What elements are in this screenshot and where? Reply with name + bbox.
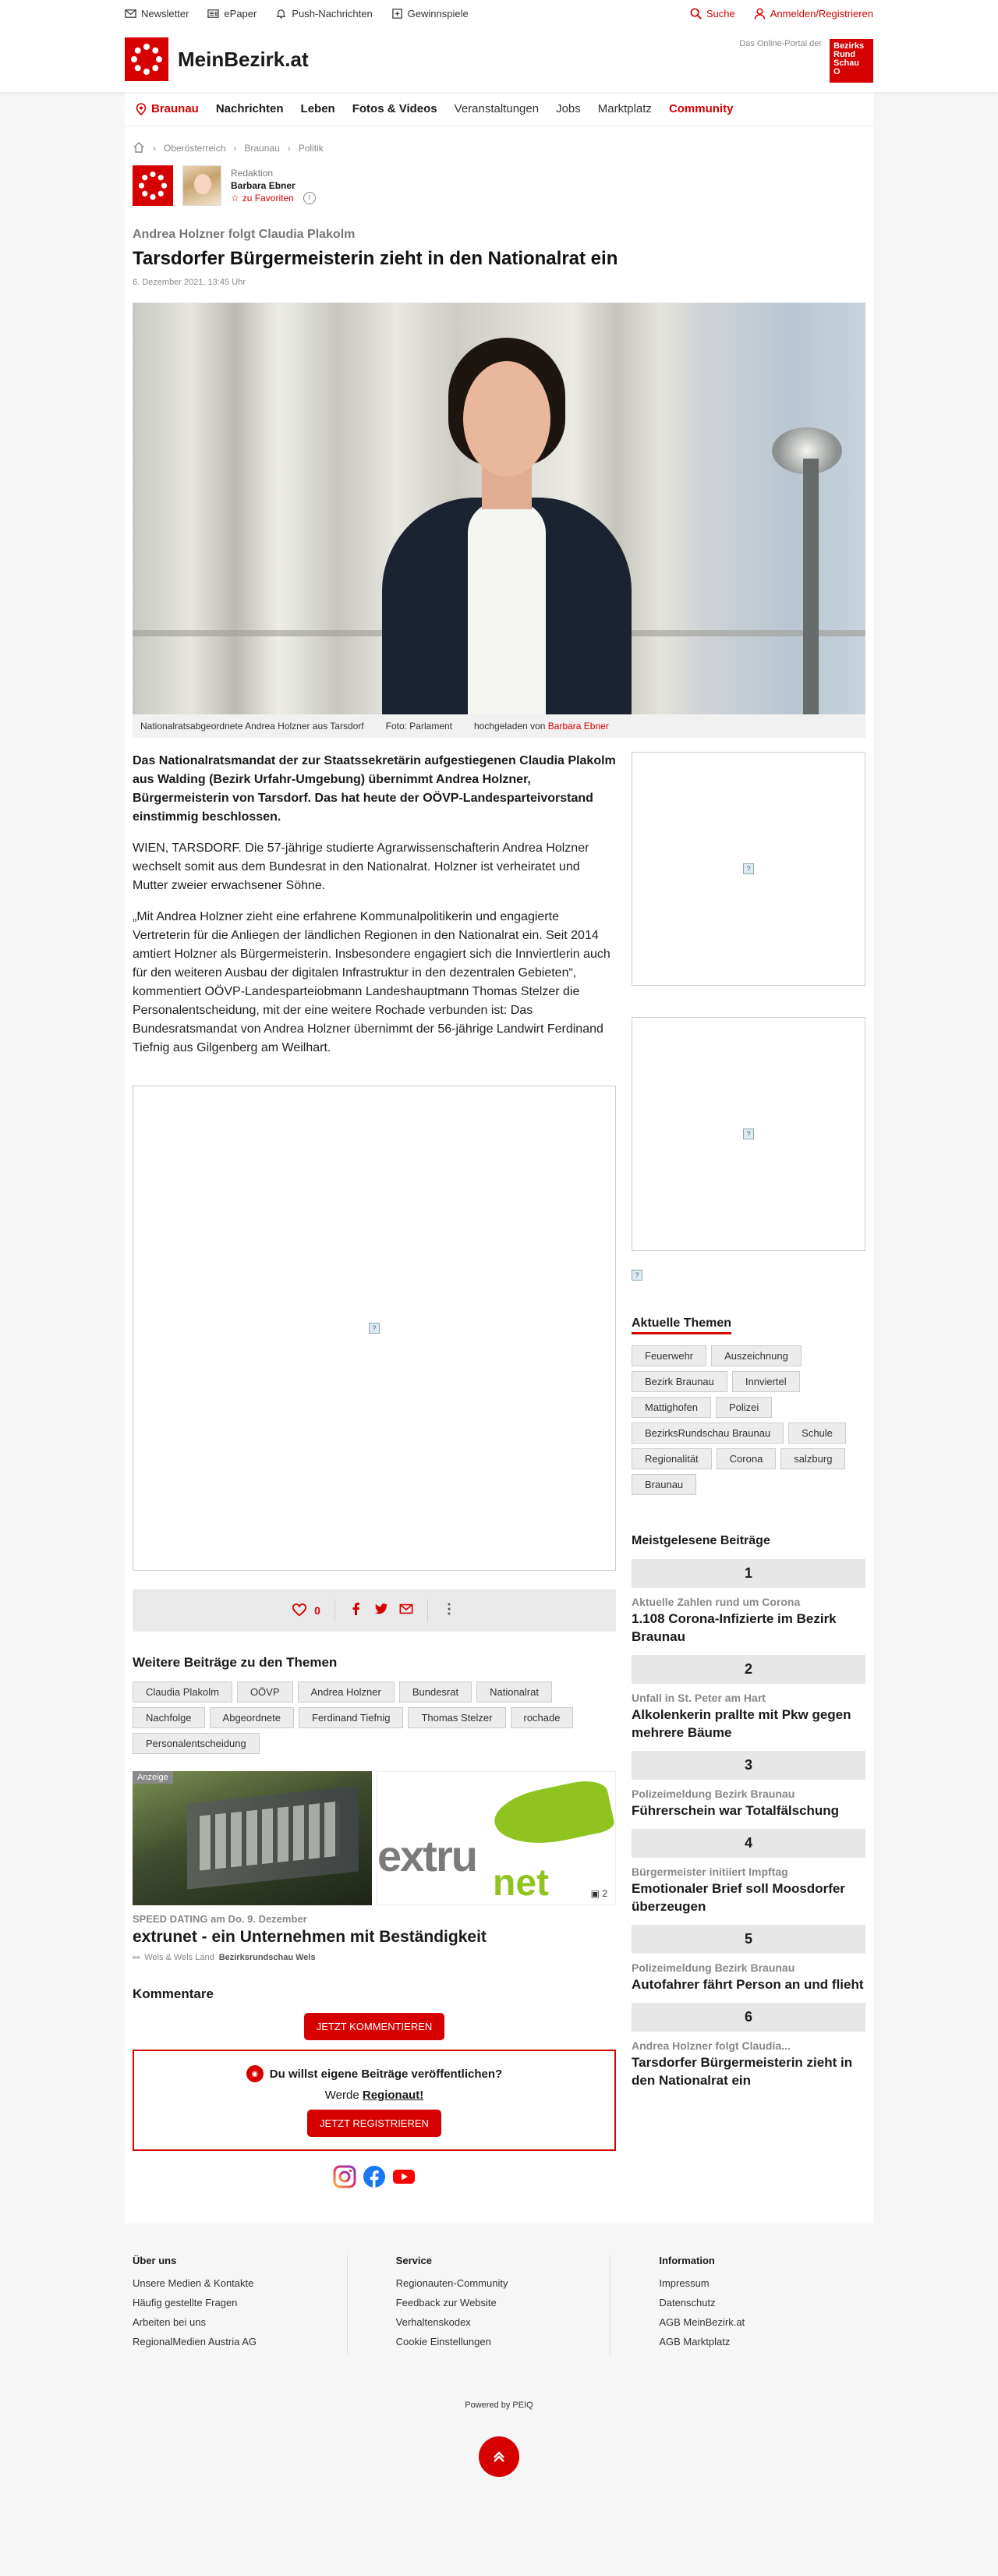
topic-tag[interactable]: Thomas Stelzer [408,1707,505,1728]
logo-text: MeinBezirk.at [178,47,309,71]
list-item-kicker: Polizeimeldung Bezirk Braunau [632,1961,795,1974]
push-label: Push-Nachrichten [292,7,373,19]
register-box [133,2050,616,2151]
article-page [125,126,873,2223]
search-link[interactable] [690,8,735,19]
footer-link[interactable]: Feedback zur Website [395,2297,497,2308]
gift-icon [391,8,403,19]
topic-tag[interactable]: Abgeordnete [210,1707,294,1728]
site-logo[interactable] [125,37,309,81]
search-label: Suche [706,7,735,19]
rank-number: 5 [632,1925,865,1954]
footer-link[interactable]: Cookie Einstellungen [395,2336,491,2347]
nav-jobs[interactable]: Jobs [556,102,581,115]
sponsored-image-logo[interactable] [377,1771,616,1905]
location-label: Braunau [151,102,199,115]
topic-tag[interactable]: Ferdinand Tiefnig [299,1707,403,1728]
social-links [133,2165,616,2192]
share-facebook-button[interactable] [349,1602,363,1620]
epaper-label: ePaper [224,7,257,19]
article-paragraph: WIEN, TARSDORF. Die 57-jährige studierte Agrarwissenschafterin Andrea Holzner wechselt somit aus dem Bundesrat in den Nationalrat. Holzner ist verheiratet und Mutter zweier erwachsener Söhne. [133,842,589,892]
topic-tag[interactable]: OÖVP [237,1681,293,1703]
list-item-title: Emotionaler Brief soll Moosdorfer überzeugen [632,1881,845,1914]
most-read-list [632,1559,865,2089]
rank-number: 6 [632,2003,865,2032]
topic-tag[interactable]: rochade [511,1707,574,1728]
list-item-title: 1.108 Corona-Infizierte im Bezirk Braunau [632,1611,837,1644]
instagram-icon [333,2165,356,2188]
footer-column-service [347,2255,610,2355]
breadcrumb [133,140,865,156]
sponsored-title[interactable]: extrunet - ein Unternehmen mit Beständigkeit [133,1928,487,1946]
breadcrumb-item[interactable]: Braunau [244,143,280,154]
gewinnspiele-label: Gewinnspiele [407,7,469,19]
topic-tag[interactable]: Claudia Plakolm [133,1681,232,1703]
user-icon [754,8,766,19]
list-item-title: Alkolenkerin prallte mit Pkw gegen mehrere Bäume [632,1707,851,1740]
topic-tag[interactable]: Mattighofen [632,1397,711,1418]
caption-text: Nationalratsabgeordnete Andrea Holzner aus Tarsdorf [140,721,364,732]
info-icon[interactable]: i [303,192,316,204]
brs-line: Rund [833,50,856,59]
list-item-title: Tarsdorfer Bürgermeisterin zieht in den Nationalrat ein [632,2055,853,2088]
envelope-icon [399,1602,413,1616]
list-item-kicker: Bürgermeister initiiert Impftag [632,1866,788,1878]
broken-image-icon: ? [632,1270,642,1281]
topic-tag[interactable]: Nachfolge [133,1707,205,1728]
more-topics-heading: Weitere Beiträge zu den Themen [133,1655,338,1670]
hero-image[interactable] [133,303,865,714]
footer-link[interactable]: RegionalMedien Austria AG [133,2336,257,2347]
article-lead: Das Nationalratsmandat der zur Staatssekretärin aufgestiegenen Claudia Plakolm aus Walding (Bezirk Urfahr-Umgebung) übernimmt Andrea Holzner, Bürgermeisterin von Tarsdorf. Das hat heute der OÖVP-Landesparteivorstand einstimmig beschlossen. [133,754,616,824]
topic-tag[interactable]: Regionalität [632,1448,712,1469]
ad-slot-sidebar-1[interactable] [632,752,865,986]
favorite-label: zu Favoriten [242,193,294,204]
footer-column-information [610,2255,873,2355]
article-main-column [133,752,616,2192]
list-item-kicker: Aktuelle Zahlen rund um Corona [632,1596,801,1608]
current-topics-tags [632,1345,865,1495]
sponsored-region: Wels & Wels Land [144,1953,214,1962]
topic-tag[interactable]: Bezirk Braunau [632,1371,727,1392]
link-icon: ⚯ [133,1954,140,1963]
login-label: Anmelden/Registrieren [770,7,873,19]
list-item[interactable] [632,1925,865,1993]
ad-slot-sidebar-2[interactable] [632,1017,865,1251]
sponsored-teaser-images[interactable] [133,1771,616,1905]
facebook-icon [349,1602,363,1616]
footer-link[interactable]: AGB MeinBezirk.at [659,2316,745,2328]
instagram-link[interactable] [333,2165,356,2192]
share-email-button[interactable] [399,1602,413,1620]
comment-button[interactable]: JETZT KOMMENTIEREN [304,2013,445,2040]
footer-link[interactable]: Unsere Medien & Kontakte [133,2277,254,2289]
scroll-to-top-button[interactable] [479,2436,519,2477]
gewinnspiele-link[interactable] [391,8,469,19]
chevron-right-icon: › [153,143,156,154]
main-navigation [125,92,873,126]
rank-number: 4 [632,1829,865,1858]
topic-tag[interactable]: Corona [717,1448,777,1469]
topic-tag[interactable]: Personalentscheidung [133,1733,260,1754]
caption-photo-credit: Foto: Parlament [385,721,452,732]
ad-badge: Anzeige [133,1771,173,1784]
footer-heading: Information [659,2255,715,2266]
topic-tag[interactable]: Nationalrat [476,1681,552,1703]
newsletter-link[interactable] [125,8,189,19]
image-caption [133,714,865,738]
nav-community[interactable]: Community [668,102,734,115]
footer-link[interactable]: AGB Marktplatz [659,2336,731,2347]
nav-fotos-videos[interactable]: Fotos & Videos [352,102,437,115]
sponsored-image-building[interactable] [133,1771,372,1905]
footer-link[interactable]: Impressum [659,2277,710,2289]
sidebar [632,752,865,2192]
heart-icon [292,1603,306,1618]
nav-leben[interactable]: Leben [300,102,335,115]
epaper-link[interactable] [207,8,257,19]
article-kicker: Andrea Holzner folgt Claudia Plakolm [133,228,356,241]
topic-tag[interactable]: Polizei [716,1397,772,1418]
youtube-link[interactable] [392,2165,416,2192]
portal-text: Das Online-Portal der [739,39,822,48]
ad-slot-content[interactable] [133,1086,616,1571]
bezirksrundschau-logo[interactable] [830,39,873,83]
powered-by: Powered by PEIQ [465,2401,533,2410]
article-date: 6. Dezember 2021, 13:45 Uhr [133,278,246,287]
brs-line: O [833,67,841,76]
regionaut-icon: ◉ [246,2065,264,2082]
rank-number: 1 [632,1559,865,1588]
topic-tag[interactable]: Bundesrat [399,1681,472,1703]
publisher-logo-icon[interactable] [133,165,173,206]
sponsored-kicker: SPEED DATING am Do. 9. Dezember [133,1913,307,1925]
newsletter-label: Newsletter [141,7,189,19]
twitter-icon [374,1602,388,1616]
footer-link[interactable]: Regionauten-Community [395,2277,508,2289]
site-footer [0,2223,998,2355]
list-item-kicker: Andrea Holzner folgt Claudia... [632,2039,791,2052]
footer-heading: Service [395,2255,432,2266]
mail-icon [125,8,136,19]
list-item-title: Autofahrer fährt Person an und flieht [632,1977,864,1992]
avatar[interactable] [182,165,221,206]
chevron-right-icon: › [233,143,237,154]
list-item-title: Führerschein war Totalfälschung [632,1803,840,1818]
nav-veranstaltungen[interactable]: Veranstaltungen [454,102,540,115]
article-paragraph: „Mit Andrea Holzner zieht eine erfahrene Kommunalpolitikerin und engagierte Vertreterin für die Anliegen der ländlichen Regionen in den Nationalrat ein. Seit 2014 amtiert Holzner als Bürgermeisterin. Insbesondere engagiert sich die Innviertlerin auch für den weiteren Ausbau der digitalen Infrastruktur in den dezentralen Gebieten“, kommentiert OÖVP-Landesparteiobmann Landeshauptmann Thomas Stelzer die Personalentscheidung, mit der eine weitere Rochade verbunden ist: Das Bundesratsmandat von Andrea Holzner übernimmt der 56-jährige Landwirt Ferdinand Tiefnig aus Gilgenberg am Weilhart. [133,910,610,1054]
push-notifications-link[interactable] [275,8,372,19]
current-topics-heading: Aktuelle Themen [632,1316,731,1334]
like-button[interactable] [292,1603,320,1618]
share-bar [133,1589,616,1632]
sponsored-source: Bezirksrundschau Wels [218,1953,316,1962]
share-twitter-button[interactable] [374,1602,388,1620]
home-icon[interactable] [133,141,145,156]
gallery-count-number: 2 [602,1888,607,1899]
topic-tag[interactable]: Feuerwehr [632,1345,706,1366]
caption-uploaded-by: hochgeladen von [474,721,546,732]
site-header [0,27,998,92]
brs-line: Schau [833,58,860,68]
list-item[interactable] [632,1751,865,1819]
register-button[interactable]: JETZT REGISTRIEREN [307,2110,441,2137]
topic-tag[interactable]: Braunau [632,1474,696,1495]
list-item[interactable] [632,2003,865,2089]
broken-image-icon: ? [743,1129,754,1139]
list-item-kicker: Polizeimeldung Bezirk Braunau [632,1788,795,1800]
list-item[interactable] [632,1829,865,1915]
sponsor-logo-word: extru [377,1831,476,1880]
most-read-heading: Meistgelesene Beiträge [632,1534,770,1547]
list-item-kicker: Unfall in St. Peter am Hart [632,1692,766,1704]
rank-number: 3 [632,1751,865,1780]
location-pin-icon [136,103,147,115]
login-link[interactable] [754,8,873,19]
register-become: Werde [324,2089,359,2102]
footer-link[interactable]: Verhaltenskodex [395,2316,471,2328]
youtube-icon [392,2165,416,2188]
facebook-link[interactable] [363,2165,386,2192]
list-item[interactable] [632,1655,865,1742]
topic-tag[interactable]: Auszeichnung [711,1345,802,1366]
breadcrumb-item[interactable]: Politik [298,143,324,154]
footer-heading: Über uns [133,2255,177,2266]
author-name[interactable]: Barbara Ebner [231,180,296,191]
nav-nachrichten[interactable]: Nachrichten [215,102,284,115]
logo-mark-icon [125,37,168,81]
broken-image-icon: ? [743,863,754,874]
star-icon: ☆ [231,193,239,204]
footer-link[interactable]: Arbeiten bei uns [133,2316,206,2328]
topic-tag[interactable]: Andrea Holzner [298,1681,395,1703]
add-favorite-button[interactable] [231,192,294,204]
newspaper-icon [207,8,219,19]
footer-link[interactable]: Häufig gestellte Fragen [133,2297,238,2308]
topic-tag[interactable]: salzburg [780,1448,845,1469]
sponsor-logo-word: net [493,1862,549,1904]
chevron-right-icon: › [287,143,291,154]
like-count: 0 [314,1604,320,1617]
double-chevron-up-icon [490,2448,508,2465]
portal-brand [739,36,873,83]
regionaut-link[interactable]: Regionaut! [362,2089,424,2102]
location-selector[interactable] [136,102,199,115]
more-options-button[interactable] [442,1602,456,1620]
topic-tags [133,1681,616,1754]
gallery-icon: ▣ [590,1888,600,1899]
author-role: Redaktion [231,168,274,179]
topic-tag[interactable]: Schule [788,1423,846,1444]
nav-marktplatz[interactable]: Marktplatz [597,102,652,115]
top-utility-bar [0,0,998,27]
topic-tag[interactable]: BezirksRundschau Braunau [632,1423,784,1444]
caption-uploader-link[interactable]: Barbara Ebner [547,721,609,732]
footer-column-about [125,2255,347,2355]
register-question: Du willst eigene Beiträge veröffentlichen? [269,2067,503,2081]
brs-line: Bezirks [833,41,865,51]
article-title: Tarsdorfer Bürgermeisterin zieht in den Nationalrat ein [133,248,618,269]
sponsored-meta [133,1953,616,1963]
facebook-icon [363,2165,386,2188]
more-vertical-icon [442,1602,456,1616]
search-icon [690,8,702,19]
breadcrumb-item[interactable]: Oberösterreich [164,143,226,154]
rank-number: 2 [632,1655,865,1684]
footer-link[interactable]: Datenschutz [659,2297,716,2308]
gallery-count [588,1887,610,1900]
broken-image-icon: ? [369,1323,380,1334]
topic-tag[interactable]: Innviertel [732,1371,800,1392]
list-item[interactable] [632,1559,865,1646]
author-box [133,164,865,207]
comments-heading: Kommentare [133,1986,214,2001]
bell-icon [275,8,287,19]
